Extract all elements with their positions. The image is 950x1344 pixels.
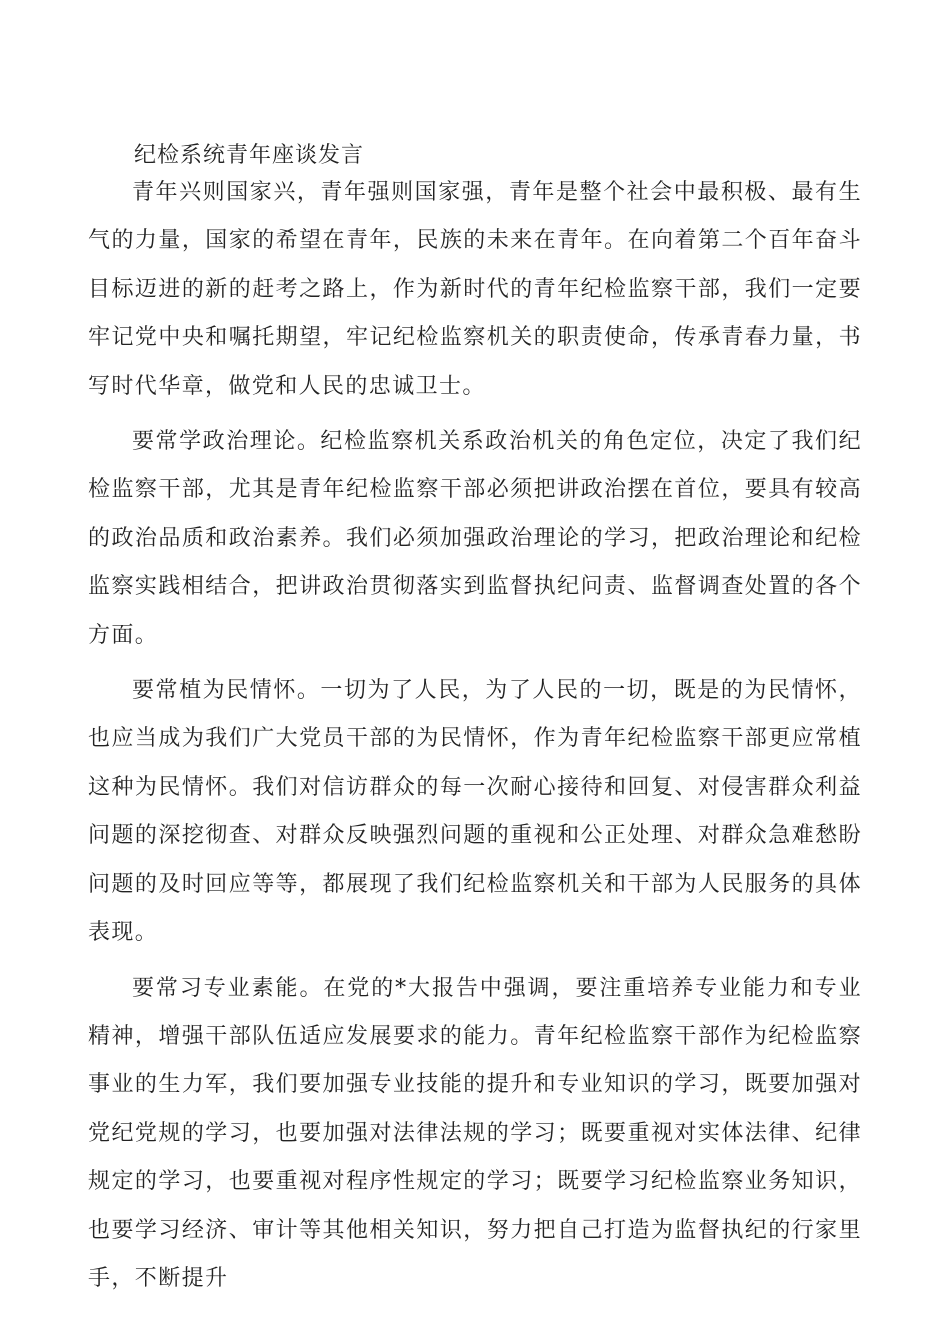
paragraph-political-theory: 要常学政治理论。纪检监察机关系政治机关的角色定位，决定了我们纪检监察干部，尤其是青年纪检监察干部必须把讲政治摆在首位，要具有较高的政治品质和政治素养。我们必须加强政治理论的学习，把政治理论和纪检监察实践相结合，把讲政治贯彻落实到监督执纪问责、监督调查处置的各个方面。 bbox=[88, 429, 862, 648]
paragraph-people-sentiment: 要常植为民情怀。一切为了人民，为了人民的一切，既是的为民情怀，也应当成为我们广大党员干部的为民情怀，作为青年纪检监察干部更应常植这种为民情怀。我们对信访群众的每一次耐心接待和回复、对侵害群众利益问题的深挖彻查、对群众反映强烈问题的重视和公正处理、对群众急难愁盼问题的及时回应等等，都展现了我们纪检监察机关和干部为人民服务的具体表现。 bbox=[88, 678, 862, 946]
paragraph-intro: 青年兴则国家兴，青年强则国家强，青年是整个社会中最积极、最有生气的力量，国家的希望在青年，民族的未来在青年。在向着第二个百年奋斗目标迈进的新的赶考之路上，作为新时代的青年纪检监察干部，我们一定要牢记党中央和嘱托期望，牢记纪检监察机关的职责使命，传承青春力量，书写时代华章，做党和人民的忠诚卫士。 bbox=[88, 180, 862, 399]
document-title: 纪检系统青年座谈发言 bbox=[134, 143, 365, 168]
paragraph-professional-skills: 要常习专业素能。在党的*大报告中强调，要注重培养专业能力和专业精神，增强干部队伍适应发展要求的能力。青年纪检监察干部作为纪检监察事业的生力军，我们要加强专业技能的提升和专业知识的学习，既要加强对党纪党规的学习，也要加强对法律法规的学习；既要重视对实体法律、纪律规定的学习，也要重视对程序性规定的学习；既要学习纪检监察业务知识，也要学习经济、审计等其他相关知识，努力把自己打造为监督执纪的行家里手，不断提升 bbox=[88, 975, 862, 1291]
document-body bbox=[88, 169, 862, 1310]
